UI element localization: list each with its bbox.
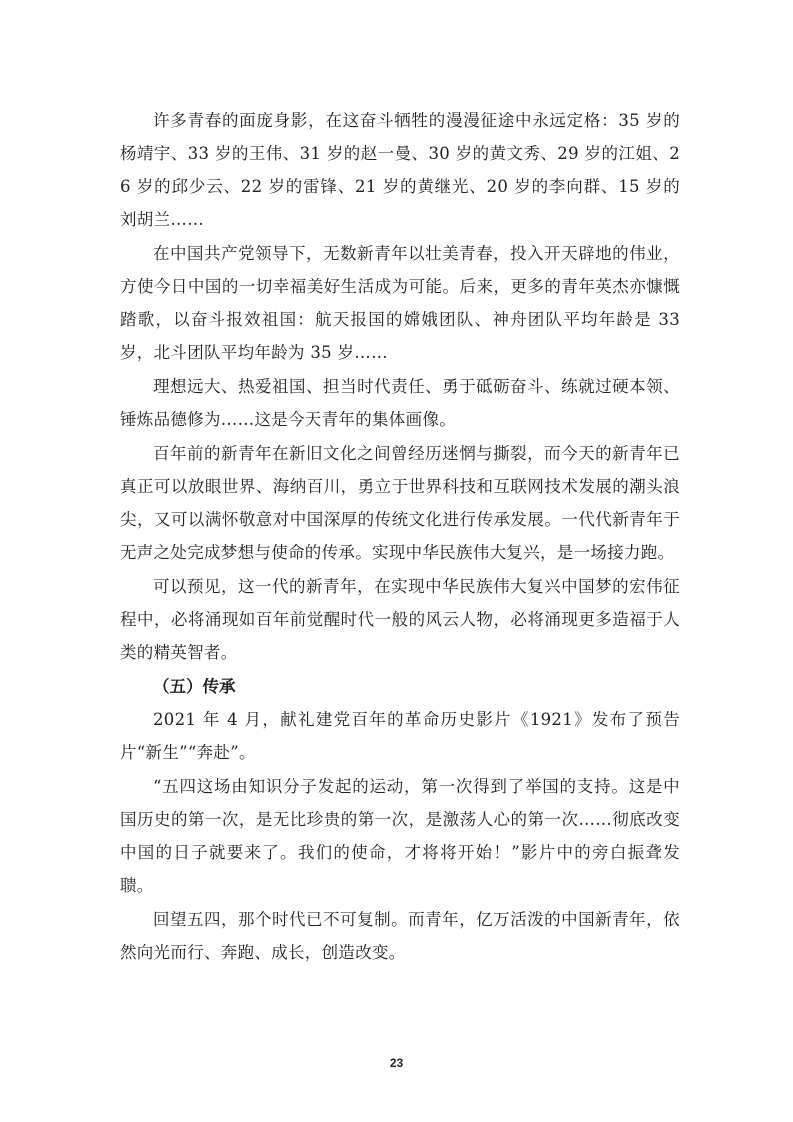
section-heading: （五）传承 <box>153 677 236 696</box>
page-body <box>120 104 680 969</box>
paragraph: 百年前的新青年在新旧文化之间曾经历迷惘与撕裂，而今天的新青年已真正可以放眼世界、海纳百川，勇立于世界科技和互联网技术发展的潮头浪尖，又可以满怀敬意对中国深厚的传统文化进行传承发展。一代代新青年于无声之处完成梦想与使命的传承。实现中华民族伟大复兴，是一场接力跑。 <box>120 444 680 562</box>
paragraph: 理想远大、热爱祖国、担当时代责任、勇于砥砺奋斗、练就过硬本领、锤炼品德修为……这是今天青年的集体画像。 <box>120 377 680 429</box>
paragraph: 2021 年 4 月，献礼建党百年的革命历史影片《1921》发布了预告片“新生”“奔赴”。 <box>120 710 680 762</box>
paragraph: 在中国共产党领导下，无数新青年以壮美青春，投入开天辟地的伟业，方使今日中国的一切幸福美好生活成为可能。后来，更多的青年英杰亦慷慨踏歌，以奋斗报效祖国：航天报国的嫦娥团队、神舟团队平均年龄是 33 岁，北斗团队平均年龄为 35 岁…… <box>120 244 680 362</box>
paragraph: 许多青春的面庞身影，在这奋斗牺牲的漫漫征途中永远定格：35 岁的杨靖宇、33 岁的王伟、31 岁的赵一曼、30 岁的黄文秀、29 岁的江姐、26 岁的邱少云、22 岁的雷锋、21 岁的黄继光、20 岁的李向群、15 岁的刘胡兰…… <box>120 111 680 229</box>
page-number: 23 <box>389 1056 404 1070</box>
paragraph: 回望五四，那个时代已不可复制。而青年，亿万活泼的中国新青年，依然向光而行、奔跑、成长，创造改变。 <box>120 910 680 962</box>
paragraph: “五四这场由知识分子发起的运动，第一次得到了举国的支持。这是中国历史的第一次，是无比珍贵的第一次，是激荡人心的第一次……彻底改变中国的日子就要来了。我们的使命，才将将开始！”影片中的旁白振聋发聩。 <box>120 777 680 895</box>
paragraph: 可以预见，这一代的新青年，在实现中华民族伟大复兴中国梦的宏伟征程中，必将涌现如百年前觉醒时代一般的风云人物，必将涌现更多造福于人类的精英智者。 <box>120 577 680 662</box>
